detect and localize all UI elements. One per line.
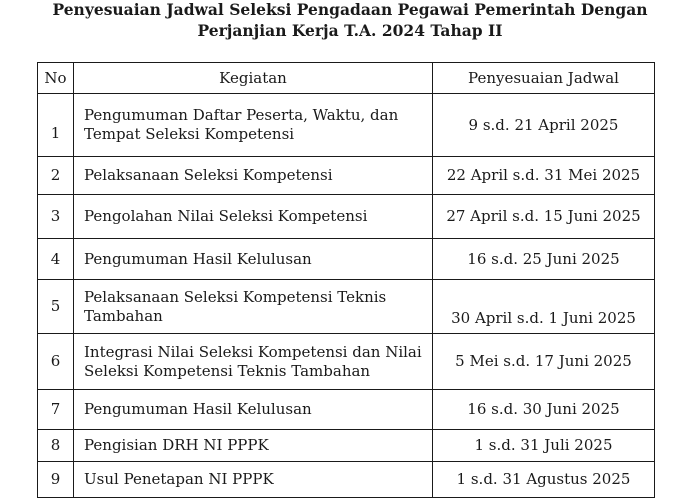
kegiatan-line: Tambahan [84, 306, 163, 325]
table-row [38, 390, 655, 430]
row-no: 2 [38, 157, 74, 195]
row-kegiatan [74, 239, 433, 280]
table-row [38, 157, 655, 195]
row-no: 3 [38, 195, 74, 239]
row-kegiatan [74, 334, 433, 390]
row-jadwal: 5 Mei s.d. 17 Juni 2025 [433, 334, 655, 390]
table-row [38, 239, 655, 280]
row-no: 4 [38, 239, 74, 280]
schedule-table [37, 62, 655, 498]
row-no: 8 [38, 430, 74, 462]
row-kegiatan [74, 280, 433, 334]
kegiatan-line: Seleksi Kompetensi Teknis Tambahan [84, 361, 371, 380]
table-header-row [38, 63, 655, 94]
table-row [38, 195, 655, 239]
kegiatan-line: Pengumuman Hasil Kelulusan [84, 249, 312, 268]
row-no: 7 [38, 390, 74, 430]
kegiatan-line: Integrasi Nilai Seleksi Kompetensi dan Nilai [84, 342, 422, 361]
kegiatan-line: Pengumuman Hasil Kelulusan [84, 400, 312, 418]
row-kegiatan [74, 157, 433, 195]
table-row [38, 280, 655, 334]
row-kegiatan [74, 195, 433, 239]
title-line-2: Perjanjian Kerja T.A. 2024 Tahap II [197, 21, 503, 40]
table-row [38, 430, 655, 462]
header-no: No [38, 63, 74, 94]
row-jadwal: 27 April s.d. 15 Juni 2025 [433, 195, 655, 239]
row-jadwal: 30 April s.d. 1 Juni 2025 [433, 280, 655, 334]
row-no: 9 [38, 462, 74, 498]
row-jadwal: 1 s.d. 31 Agustus 2025 [433, 462, 655, 498]
table-row [38, 334, 655, 390]
kegiatan-line: Pengumuman Daftar Peserta, Waktu, dan [84, 106, 399, 124]
header-jadwal: Penyesuaian Jadwal [433, 63, 655, 94]
row-jadwal: 16 s.d. 25 Juni 2025 [433, 239, 655, 280]
row-jadwal: 16 s.d. 30 Juni 2025 [433, 390, 655, 430]
row-no: 5 [38, 280, 74, 334]
kegiatan-line: Pengolahan Nilai Seleksi Kompetensi [84, 207, 368, 225]
row-kegiatan [74, 94, 433, 157]
table-row [38, 94, 655, 157]
row-kegiatan [74, 390, 433, 430]
row-no: 1 [38, 94, 74, 157]
kegiatan-line: Tempat Seleksi Kompetensi [84, 125, 295, 143]
kegiatan-line: Pelaksanaan Seleksi Kompetensi Teknis [84, 287, 387, 306]
kegiatan-line: Usul Penetapan NI PPPK [84, 470, 274, 488]
row-jadwal: 22 April s.d. 31 Mei 2025 [433, 157, 655, 195]
row-kegiatan [74, 462, 433, 498]
row-jadwal: 1 s.d. 31 Juli 2025 [433, 430, 655, 462]
row-kegiatan [74, 430, 433, 462]
kegiatan-line: Pengisian DRH NI PPPK [84, 436, 269, 454]
row-jadwal: 9 s.d. 21 April 2025 [433, 94, 655, 157]
table-row [38, 462, 655, 498]
kegiatan-line: Pelaksanaan Seleksi Kompetensi [84, 166, 333, 184]
row-no: 6 [38, 334, 74, 390]
header-kegiatan: Kegiatan [74, 63, 433, 94]
title-line-1: Penyesuaian Jadwal Seleksi Pengadaan Pegawai Pemerintah Dengan [52, 0, 648, 19]
